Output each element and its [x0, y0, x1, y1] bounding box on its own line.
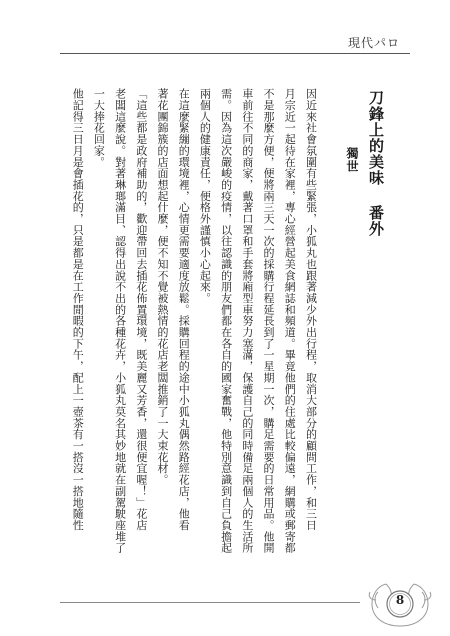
body-line: 因近來社會氛圍有些緊張，小狐丸也跟著減少外出行程，取消大部分的顧問工作，和三日: [304, 88, 318, 531]
body-line: 老闆這麼說。對著琳瑯滿目、認得出說不出的各種花卉，小狐丸莫名其妙地就在副駕駛座堆了: [113, 88, 127, 554]
body-line: 一大捧花回家。: [92, 88, 106, 168]
body-line: 月宗近一起待在家裡，專心經營起美食網誌和頻道。畢竟他們的住處比較偏遠，網購或郵寄都: [283, 88, 297, 554]
body-line: 他記得三日月是會插花的，只是都是在工作閒暇的下午，配上一壺茶有一搭沒一搭地隨性: [71, 88, 85, 531]
header-divider: [60, 53, 410, 54]
body-line: 車前往不同的商家，戴著口罩和手套將廂型車努力塞滿，保護自己的同時備足兩個人的生活所: [240, 88, 254, 554]
body-line: 不是那麼方便，便將兩三天一次的採購行程延長到了一星期一次，購足需要的日常用品。他開: [262, 88, 276, 554]
body-line: 需。因為這次嚴峻的疫情，以往認識的朋友們都在各自的國家奮戰，他特別意識到自己負擔起: [219, 88, 233, 554]
chapter-title: 刀鋒上的美味 番外: [367, 90, 385, 237]
body-line: 「這些都是政府補助的，歡迎帶回去插花佈置環境，既美麗又芳香，還很便宜喔！」花店: [134, 88, 148, 531]
body-text: [67, 88, 321, 598]
body-line: 兩個人的健康責任，便格外謹慎小心起來。: [198, 88, 212, 304]
chapter-subtitle: 獨世: [345, 147, 359, 173]
footer-divider: [60, 602, 360, 603]
body-line: 在這麼緊繃的環境裡，心情更需要適度放鬆。採購回程的途中小狐丸偶然路經花店，他看: [177, 88, 191, 531]
running-header: 現代パロ: [347, 36, 400, 50]
body-line: 著花團錦簇的店面想起什麼，便不知不覺被熱情的花店老闆推銷了一大束花材。: [156, 88, 170, 486]
page-number: 8: [395, 593, 405, 607]
